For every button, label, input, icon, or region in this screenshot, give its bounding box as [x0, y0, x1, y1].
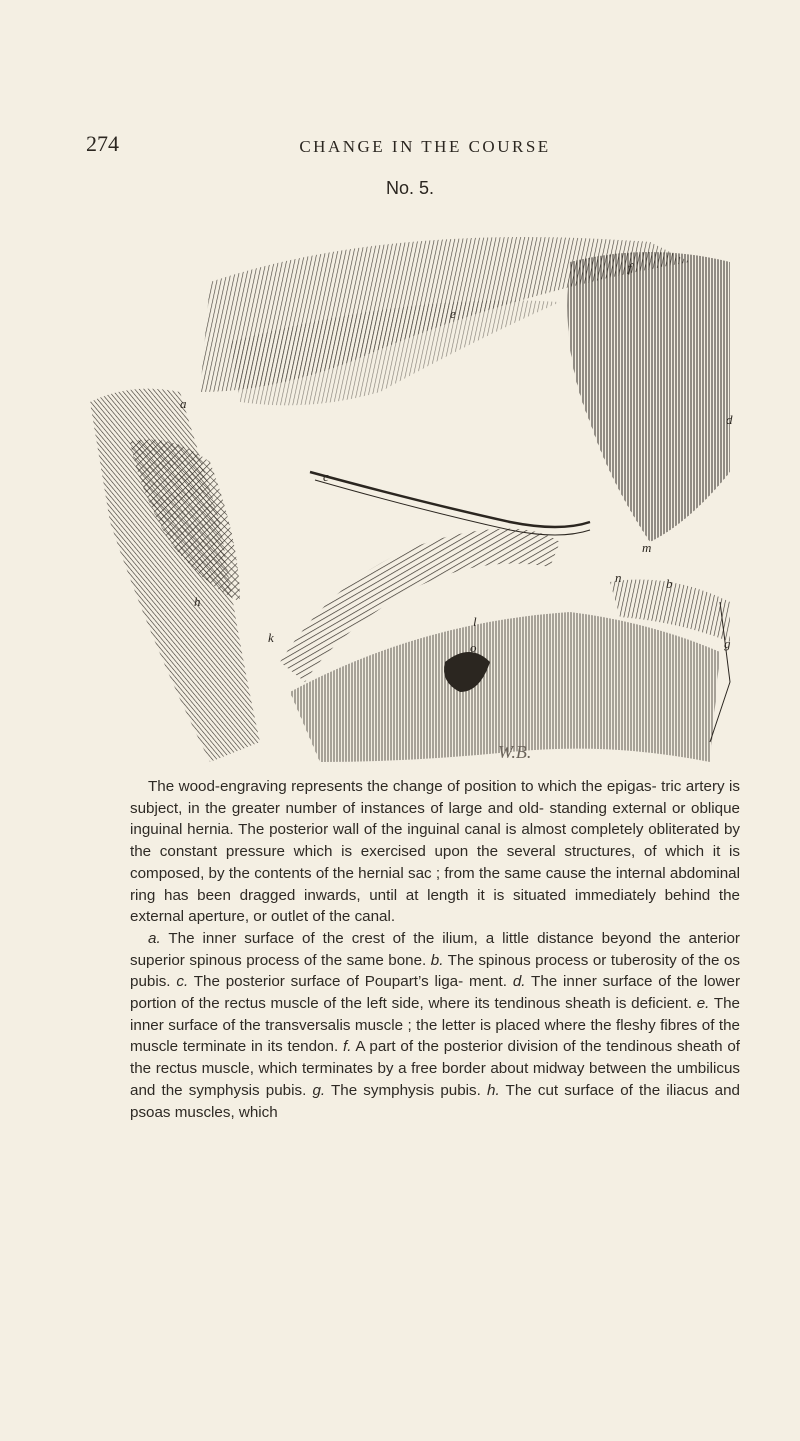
page-number: 274: [86, 131, 119, 156]
legend-key-e: e.: [696, 995, 710, 1013]
legend-h: The cut surface of the iliacus and psoas muscles, which: [130, 1081, 740, 1121]
legend-e: The inner surface of the transversalis muscle ; the letter is placed where the fleshy fibres of the muscle terminate in its tendon.: [130, 995, 740, 1056]
body-text: [130, 776, 740, 1123]
label-m: m: [642, 540, 652, 555]
legend-paragraph: [130, 928, 740, 1123]
rectus-muscle: [568, 252, 731, 542]
legend-c: The posterior surface of Poupart’s liga- ment.: [188, 973, 513, 991]
label-d: d: [726, 412, 733, 427]
legend-b: The spinous process or tuberosity of the os pubis.: [130, 951, 740, 991]
label-n: n: [615, 570, 622, 585]
legend-key-g: g.: [312, 1081, 326, 1099]
intro-paragraph: The wood-engraving represents the change of position to which the epigas- tric artery is subject, in the greater number of instances of large and old- standing external or oblique inguinal hernia. The posterior wall of the inguinal canal is almost completely obliterated by the constant pressure which is exercised upon the several structures, of which it is composed, by the contents of the hernial sac ; from the same cause the internal abdominal ring has been dragged inwards, until at length it is situated immediately behind the external aperture, or outlet of the canal.: [130, 778, 740, 926]
legend-f: A part of the posterior division of the tendinous sheath of the rectus muscle, which terminates by a free border about midway between the umbilicus and the symphysis pubis.: [130, 1038, 740, 1099]
label-g: g: [724, 636, 731, 651]
label-k: k: [268, 630, 274, 645]
legend-key-b: b.: [430, 951, 444, 969]
label-o: o: [470, 640, 477, 655]
lower-abdominal-fibres: [290, 612, 720, 762]
label-h: h: [194, 594, 201, 609]
legend-a: The inner surface of the crest of the ilium, a little distance beyond the anterior superior spinous process of the same bone.: [130, 929, 740, 969]
label-c: c: [323, 469, 329, 484]
label-f: f: [628, 260, 632, 275]
legend-key-h: h.: [487, 1081, 500, 1099]
legend-key-f: f.: [342, 1038, 352, 1056]
label-b: b: [666, 576, 673, 591]
legend-g: The symphysis pubis.: [325, 1081, 488, 1099]
running-head: CHANGE IN THE COURSE: [299, 137, 551, 156]
figure-label: No. 5.: [385, 178, 435, 198]
epigastric-artery: [310, 472, 590, 527]
engraver-signature: W.B.: [498, 742, 532, 762]
legend-d: The inner surface of the lower portion of the rectus muscle of the left side, where its tendinous sheath is deficient.: [130, 973, 740, 1013]
label-e: e: [450, 306, 456, 321]
label-a: a: [180, 396, 187, 411]
anatomical-engraving: [90, 222, 740, 770]
legend-key-c: c.: [176, 973, 189, 991]
legend-key-d: d.: [512, 973, 526, 991]
label-l: l: [473, 614, 477, 629]
legend-key-a: a.: [148, 929, 161, 947]
